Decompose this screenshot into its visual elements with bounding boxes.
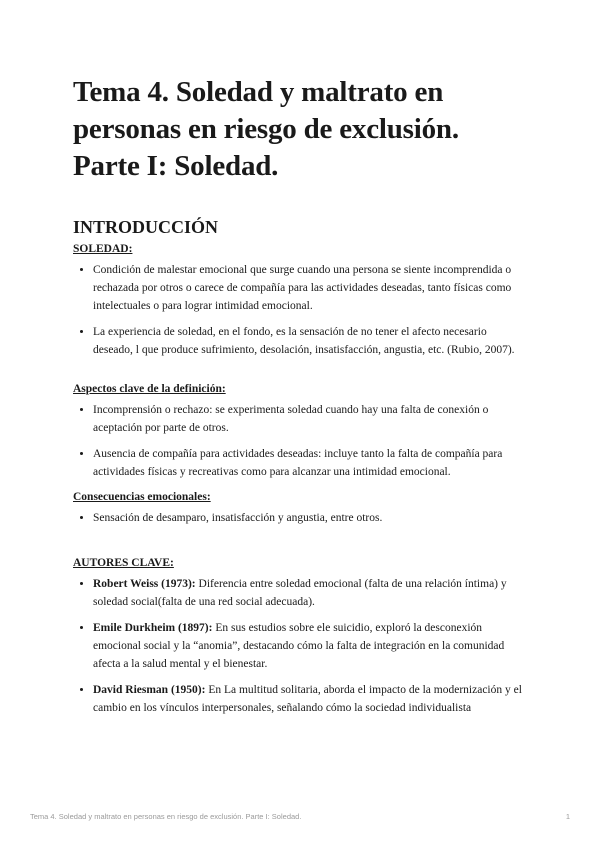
author-name: Robert Weiss (1973): — [93, 578, 196, 590]
page-footer — [30, 812, 570, 821]
list-item — [93, 619, 525, 673]
document-page — [73, 74, 525, 725]
consecuencias-list — [73, 509, 525, 527]
autores-list — [73, 575, 525, 717]
author-name: David Riesman (1950): — [93, 684, 206, 696]
list-item — [93, 681, 525, 717]
author-description: Diferencia entre soledad emocional (falta de una relación íntima) y soledad social(falta de una red social adecuada). — [93, 578, 507, 608]
subheading-soledad: SOLEDAD: — [73, 243, 133, 255]
list-item: • Incomprensión o rechazo: se experimenta soledad cuando hay una falta de conexión o aceptación por parte de otros. — [93, 401, 525, 437]
list-item: • Condición de malestar emocional que surge cuando una persona se siente incomprendida o rechazada por otros o carece de compañía para las actividades deseadas, tanto físicas como intelectuales o para lograr intimidad emocional. — [93, 261, 525, 315]
footer-title: Tema 4. Soledad y maltrato en personas en riesgo de exclusión. Parte I: Soledad. — [30, 812, 302, 821]
list-item: • Sensación de desamparo, insatisfacción y angustia, entre otros. — [93, 509, 525, 527]
author-description: En La multitud solitaria, aborda el impacto de la modernización y el cambio en los vínculos interpersonales, señalando cómo la sociedad individualista — [93, 684, 522, 714]
document-title: Tema 4. Soledad y maltrato en personas en riesgo de exclusión. Parte I: Soledad. — [73, 76, 459, 182]
subheading-consecuencias: Consecuencias emocionales: — [73, 491, 211, 503]
list-item: • La experiencia de soledad, en el fondo, es la sensación de no tener el afecto necesario deseado, l que produce sufrimiento, desolación, insatisfacción, angustia, etc. (Rubio, 2007). — [93, 323, 525, 359]
aspectos-list — [73, 401, 525, 481]
list-item: • Ausencia de compañía para actividades deseadas: incluye tanto la falta de compañía para actividades físicas y recreativas como para alcanzar una intimidad emocional. — [93, 445, 525, 481]
page-number: 1 — [565, 812, 570, 821]
author-description: En sus estudios sobre ele suicidio, exploró la desconexión emocional social y la “anomia”, destacando cómo la falta de integración en la comunidad afecta a la salud mental y el bienestar. — [93, 622, 505, 670]
section-heading-introduccion: INTRODUCCIÓN — [73, 217, 219, 237]
subheading-autores: AUTORES CLAVE: — [73, 557, 174, 569]
list-item — [93, 575, 525, 611]
subheading-aspectos: Aspectos clave de la definición: — [73, 383, 226, 395]
author-name: Emile Durkheim (1897): — [93, 622, 213, 634]
soledad-list — [73, 261, 525, 359]
